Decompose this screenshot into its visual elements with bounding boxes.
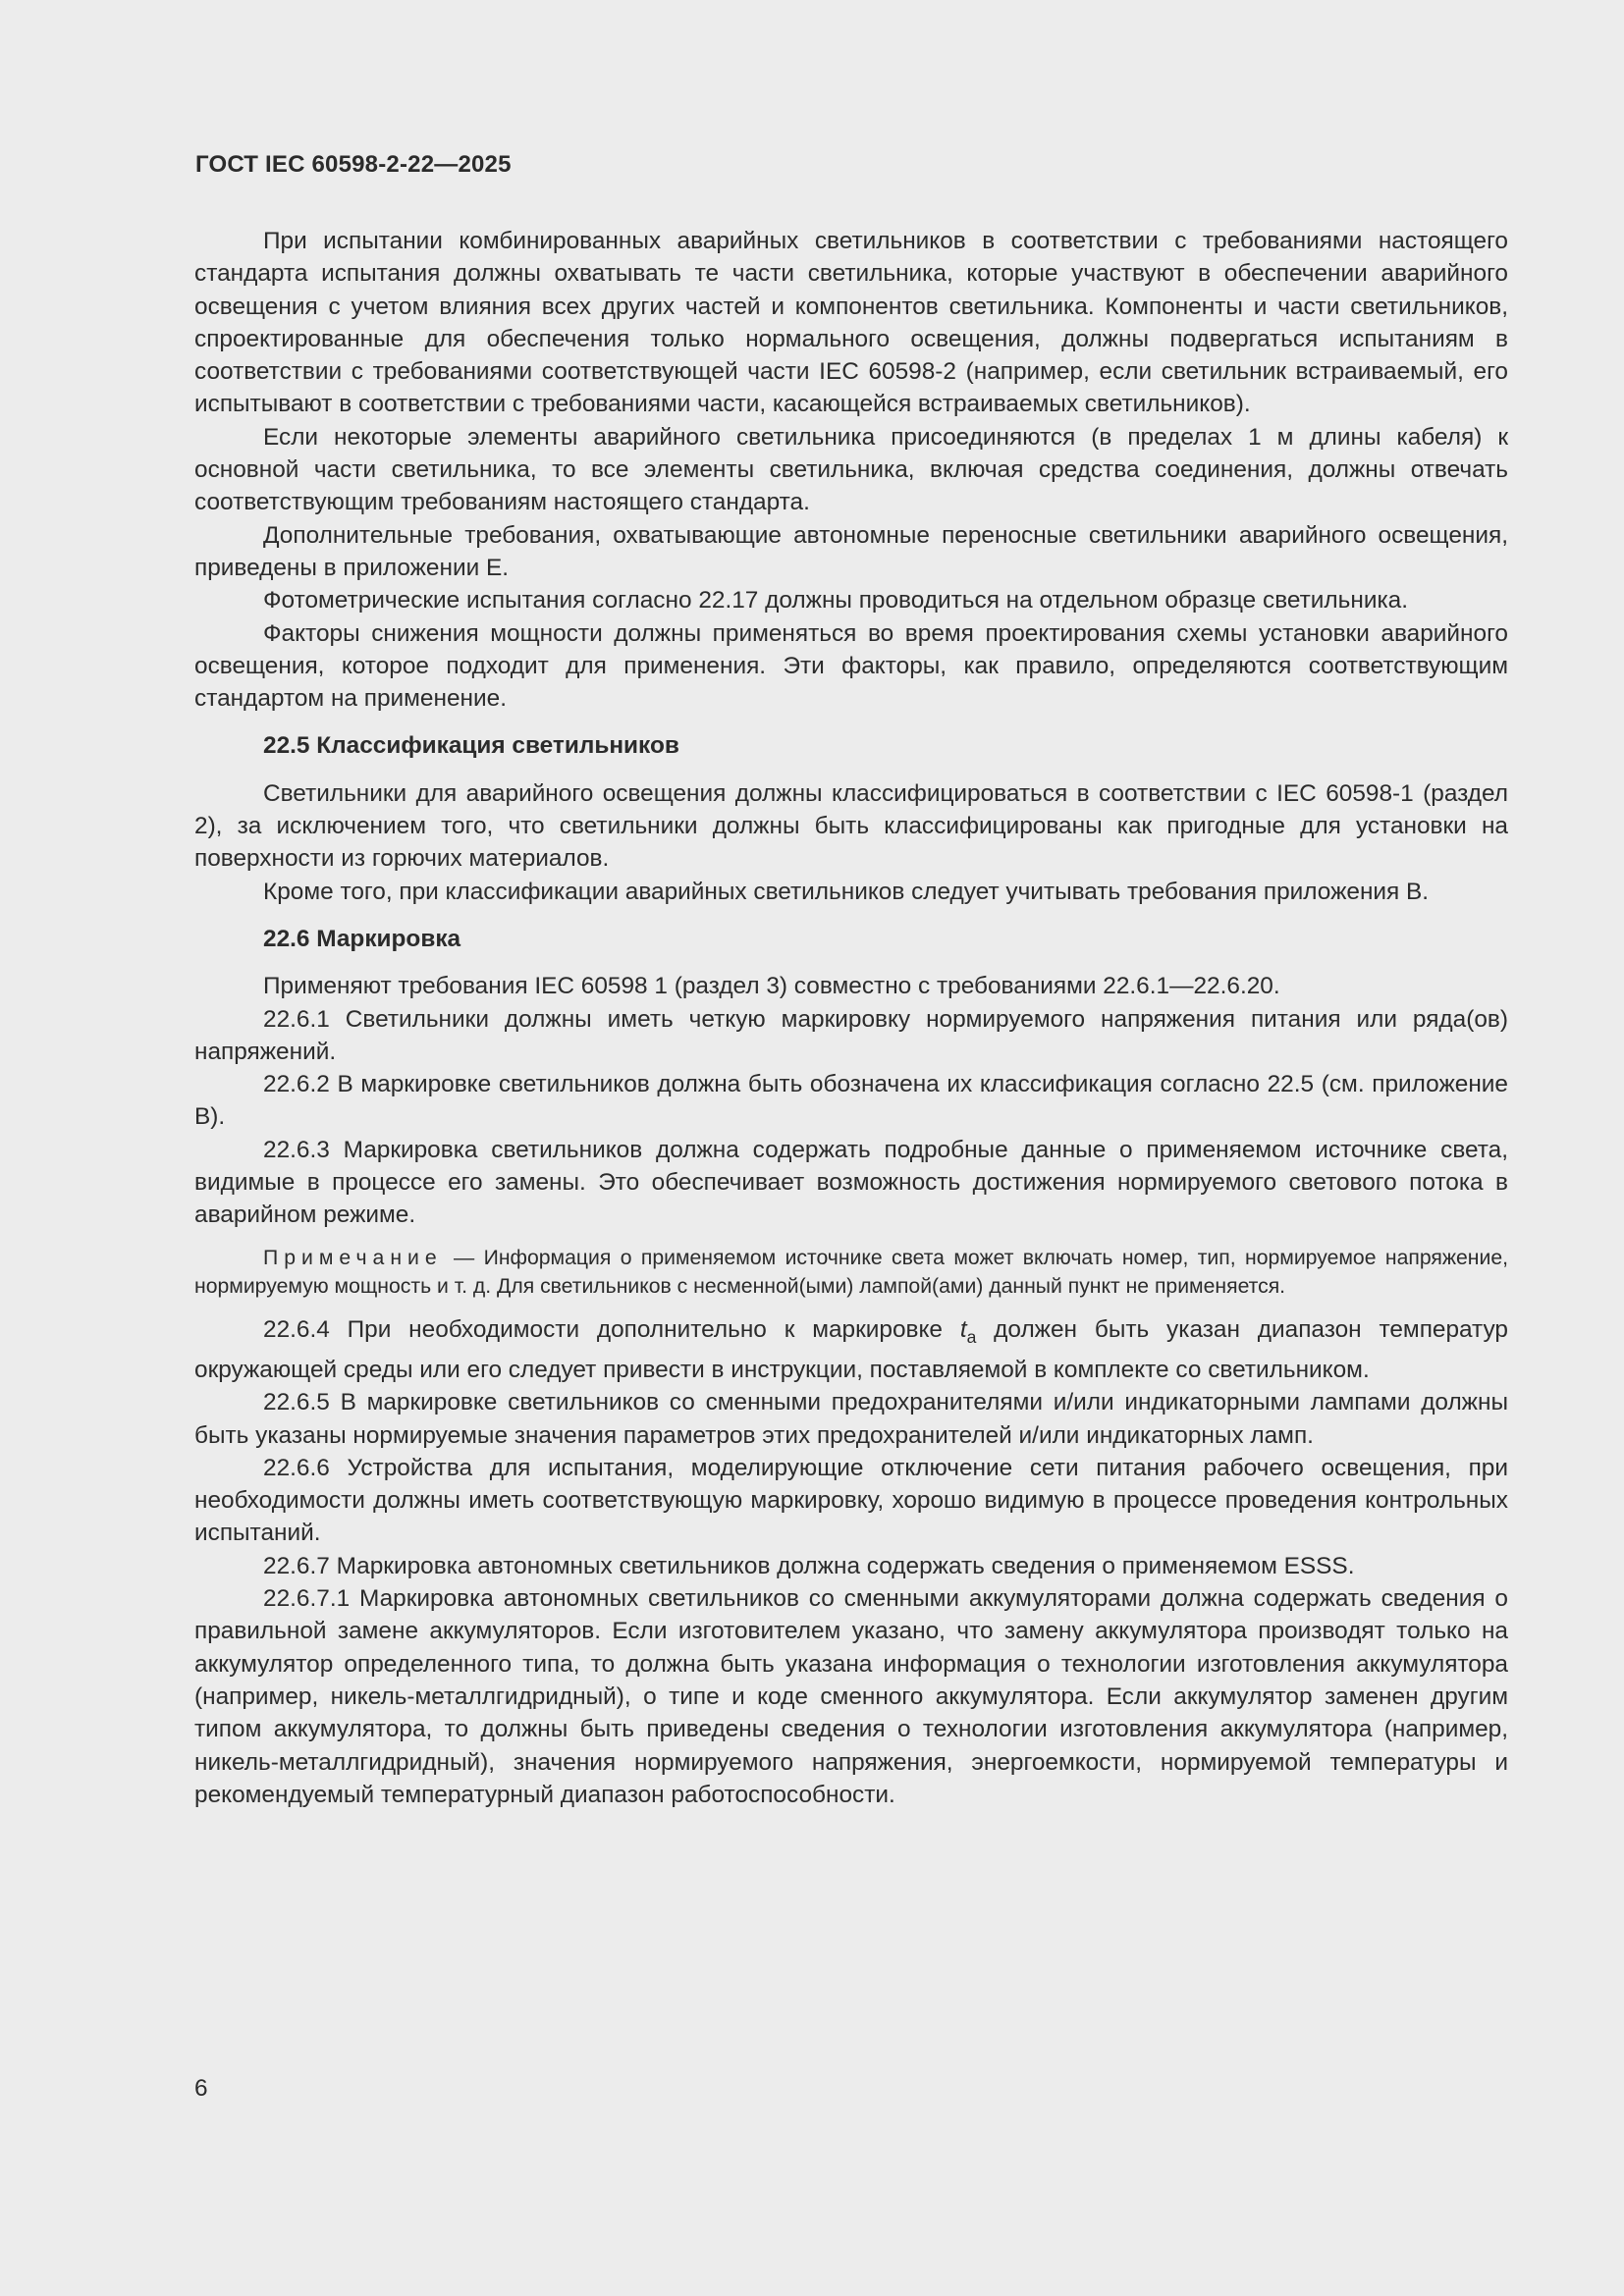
paragraph: При испытании комбинированных аварийных светильников в соответствии с требованиями настоящего стандарта испытания должны охватывать те части светильника, которые участвуют в обеспечении аварийного освещения с учетом влияния всех других частей и компонентов светильника. Компоненты и части светильников, спроектированные для обеспечения только нормального освещения, должны подвергаться испытаниям в соответствии с требованиями соответствующей части IEC 60598-2 (например, если светильник встраиваемый, его испытывают в соответствии с требованиями части, касающейся встраиваемых светильников). [194,228,1508,418]
symbol-t: t [959,1315,967,1343]
clause-22-6-3: 22.6.3 Маркировка светильников должна содержать подробные данные о применяемом источнике света, видимые в процессе его замены. Это обеспечивает возможность достижения нормируемого светового потока в аварийном режиме. [194,1136,1508,1229]
section-heading-22-5: 22.5 Классификация светильников [263,732,679,760]
clause-22-6-5: 22.6.5 В маркировке светильников со сменными предохранителями и/или индикаторными лампами должны быть указаны нормируемые значения параметров этих предохранителей и/или индикаторных ламп. [194,1389,1508,1449]
clause-22-6-4 [194,1313,1508,1386]
paragraph: Дополнительные требования, охватывающие автономные переносные светильники аварийного освещения, приведены в приложении Е. [194,521,1508,581]
paragraph: Факторы снижения мощности должны применяться во время проектирования схемы установки аварийного освещения, которое подходит для применения. Эти факторы, как правило, определяются соответствующим стандартом на применение. [194,619,1508,713]
note-label: Примечание [263,1246,443,1269]
paragraph: Светильники для аварийного освещения должны классифицироваться в соответствии с IEC 60598-1 (раздел 2), за исключением того, что светильники должны быть классифицированы как пригодные для установки на поверхности из горючих материалов. [194,779,1508,873]
section-heading-22-6: 22.6 Маркировка [263,925,461,952]
paragraph: Кроме того, при классификации аварийных светильников следует учитывать требования приложения В. [263,878,1430,905]
symbol-subscript: a [966,1326,977,1347]
ambient-temperature-symbol [959,1315,977,1347]
note-text: — Информация о применяемом источнике света может включать номер, тип, нормируемое напряжение, нормируемую мощность и т. д. Для светильников с несменной(ыми) лампой(ами) данный пункт не применяется. [194,1246,1509,1299]
paragraph: Фотометрические испытания согласно 22.17 должны проводиться на отдельном образце светильника. [263,587,1409,614]
clause-22-6-7: 22.6.7 Маркировка автономных светильников должна содержать сведения о применяемом ESSS. [263,1552,1355,1579]
note [194,1244,1508,1302]
document-header: ГОСТ IEC 60598-2-22—2025 [195,151,512,178]
clause-22-6-7-1: 22.6.7.1 Маркировка автономных светильников со сменными аккумуляторами должна содержать сведения о правильной замене аккумуляторов. Если изготовителем указано, что замену аккумулятора производят только на аккумулятор определенного типа, то должна быть указана информация о технологии изготовления аккумулятора (например, никель-металлгидридный), о типе и коде сменного аккумулятора. Если аккумулятор заменен другим типом аккумулятора, то должны быть приведены сведения о технологии изготовления аккумулятора (например, никель-металлгидридный), значения нормируемого напряжения, энергоемкости, нормируемой температуры и рекомендуемый температурный диапазон работоспособности. [194,1585,1508,1808]
document-body [194,225,1508,1811]
clause-text: 22.6.4 При необходимости дополнительно к маркировке [263,1315,960,1343]
clause-22-6-6: 22.6.6 Устройства для испытания, моделирующие отключение сети питания рабочего освещения, при необходимости должны иметь соответствующую маркировку, хорошо видимую в процессе проведения контрольных испытаний. [194,1454,1508,1547]
paragraph: Если некоторые элементы аварийного светильника присоединяются (в пределах 1 м длины кабеля) к основной части светильника, то все элементы светильника, включая средства соединения, должны отвечать соответствующим требованиям настоящего стандарта. [194,423,1508,516]
paragraph: Применяют требования IEC 60598 1 (раздел 3) совместно с требованиями 22.6.1—22.6.20. [263,973,1280,1000]
clause-22-6-1: 22.6.1 Светильники должны иметь четкую маркировку нормируемого напряжения питания или ряда(ов) напряжений. [194,1005,1508,1065]
page-number: 6 [194,2075,208,2102]
clause-22-6-2: 22.6.2 В маркировке светильников должна быть обозначена их классификация согласно 22.5 (см. приложение В). [194,1071,1508,1131]
clause-text: должен быть указан диапазон температур окружающей среды или его следует привести в инструкции, поставляемой в комплекте со светильником. [194,1315,1508,1383]
